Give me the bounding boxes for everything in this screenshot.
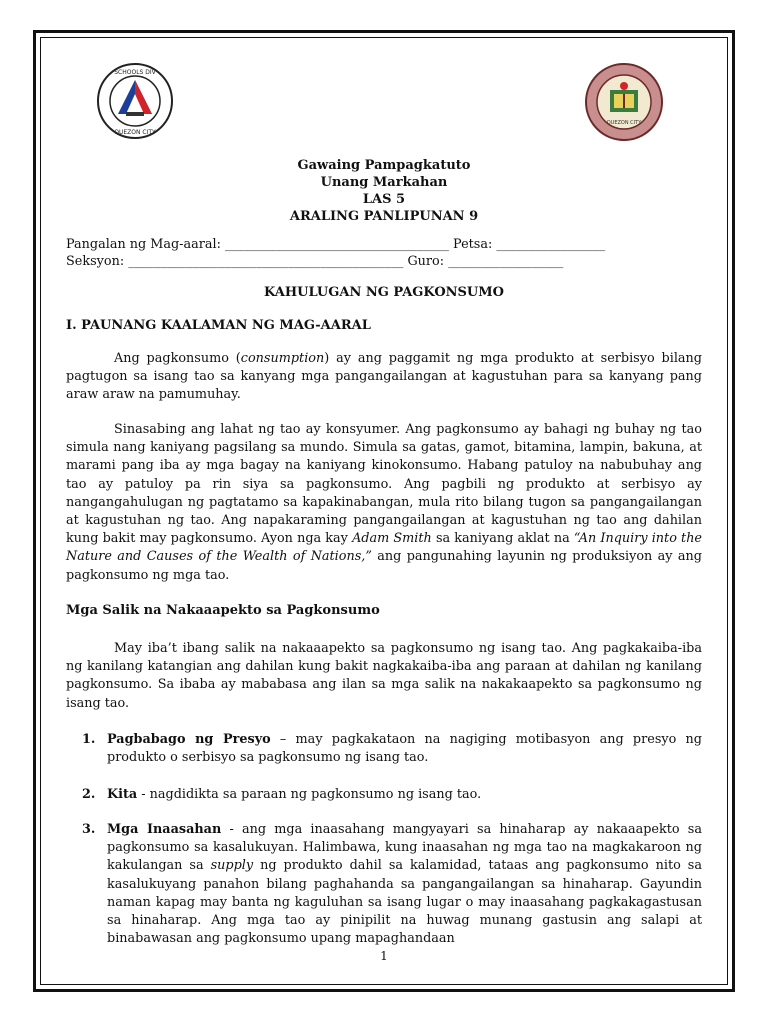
section1-paragraph-1: Ang pagkonsumo (consumption) ay ang paggamit ng mga produkto at serbisyo bilang pagtugon sa isang tao sa kanyang mga pangangailangan at kagustuhan para sa kanyang pang araw araw na pamumuhay. — [66, 351, 702, 403]
section1-heading: I. PAUNANG KAALAMAN NG MAG-AARAL — [66, 318, 371, 333]
date-label: Petsa: — [453, 237, 493, 252]
section-label: Seksyon: — [66, 254, 125, 269]
page-title: KAHULUGAN NG PAGKONSUMO — [264, 285, 504, 300]
name-label: Pangalan ng Mag-aaral: — [66, 237, 221, 252]
section-field[interactable]: ___________________________________________ — [128, 254, 404, 269]
teacher-label: Guro: — [407, 254, 445, 269]
name-field[interactable]: ___________________________________ — [225, 237, 449, 252]
list-item: 2. Kita - nagdidikta sa paraan ng pagkonsumo ng isang tao. — [82, 787, 482, 802]
school-seal — [584, 62, 664, 142]
page-number: 1 — [380, 949, 388, 963]
header-line-1: Gawaing Pampagkatuto — [297, 158, 471, 173]
section2-heading: Mga Salik na Nakaaapekto sa Pagkonsumo — [66, 603, 380, 618]
svg-text:QUEZON CITY: QUEZON CITY — [114, 129, 156, 136]
division-office-seal — [96, 62, 174, 140]
svg-text:QUEZON CITY: QUEZON CITY — [606, 120, 642, 126]
header-line-3: LAS 5 — [362, 192, 406, 207]
date-field[interactable]: _________________ — [496, 237, 606, 252]
name-date-line — [66, 237, 706, 252]
header-line-2: Unang Markahan — [320, 175, 448, 190]
section2-paragraph-1: May iba’t ibang salik na nakaaapekto sa pagkonsumo ng isang tao. Ang pagkakaiba-iba ng kanilang katangian ang dahilan kung bakit nagkakaiba-iba ang paraan at dahilan ng kanilang pagkonsumo. Sa ibaba ay mababasa ang ilan sa mga salik na nakakaapekto sa pagkonsumo ng isang tao. — [66, 641, 702, 711]
list-item: 3. Mga Inaasahan - ang mga inaasahang mangyayari sa hinaharap ay nakaaapekto sa pagkonsumo sa kasalukuyan. Halimbawa, kung inaasahan ng mga tao na magkakaroon ng kakulangan sa supply ng produkto dahil sa kalamidad, tataas ang pagkonsumo nito sa kasalukuyang panahon bilang paghahanda sa pangangailangan sa hinaharap. Gayundin naman kapag may banta ng kaguluhan sa isang lugar o may inaasahang pagkakagastusan sa hinaharap. Ang mga tao ay pinipilit na huwag munang gastusin ang salapi at binabawasan ang pagkonsumo upang mapaghandaan — [82, 822, 702, 947]
section1-paragraph-2: Sinasabing ang lahat ng tao ay konsyumer. Ang pagkonsumo ay bahagi ng buhay ng tao simula nang kaniyang pagsilang sa mundo. Simula sa gatas, gamot, bitamina, lampin, bakuna, at marami pang iba ay mga bagay na kaniyang kinokonsumo. Habang patuloy na nabubuhay ang tao ay patuloy pa rin siya sa pagkonsumo. Ang pagbili ng produkto at serbisyo ay nangangahulugan ng pagtatamo sa kapakinabangan, mula rito bilang tugon sa pangangailangan at kagustuhan ng tao. Ang napakaraming pangangailangan at kagustuhan ng tao ang dahilan kung bakit may pagkonsumo. Ayon nga kay Adam Smith sa kaniyang aklat na “An Inquiry into the Nature and Causes of the Wealth of Nations,” ang pangunahing layunin ng produksiyon ay ang pagkonsumo ng mga tao. — [66, 422, 703, 583]
list-item: 1. Pagbabago ng Presyo – may pagkakataon na nagiging motibasyon ang presyo ng produkto o serbisyo sa pagkonsumo ng isang tao. — [82, 732, 702, 766]
teacher-field[interactable]: __________________ — [448, 254, 564, 269]
section-teacher-line — [66, 254, 706, 269]
svg-text:SCHOOLS DIV: SCHOOLS DIV — [114, 69, 156, 76]
header-line-4: ARALING PANLIPUNAN 9 — [289, 209, 479, 224]
